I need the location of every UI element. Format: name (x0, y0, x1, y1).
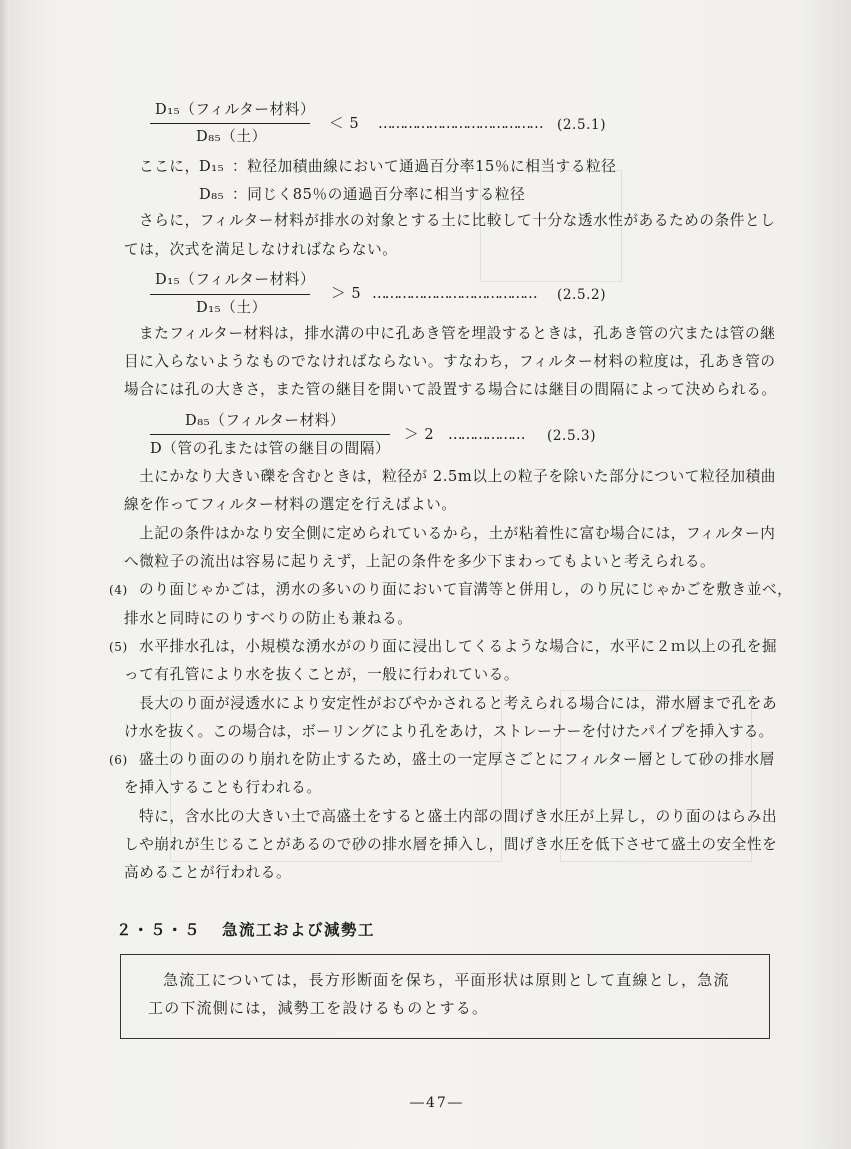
formula1-number: (2.5.1) (557, 117, 607, 133)
paragraph-line: を挿入することも行われる。 (124, 779, 322, 796)
paragraph-line: しや崩れが生じることがあるので砂の排水層を挿入し，間げき水圧を低下させて盛土の安全性を (124, 836, 778, 853)
box-line: 工の下流側には，減勢工を設けるものとする。 (148, 999, 489, 1017)
formula1-denominator: D₈₅（土） (196, 128, 267, 145)
requirement-box (120, 954, 770, 1039)
page-number: ―47― (410, 1095, 464, 1111)
paragraph-line: 高めることが行われる。 (124, 864, 292, 881)
section-number: ２・５・５ (116, 921, 202, 939)
formula3-relation: ＞ 2 (404, 426, 435, 443)
paragraph-line: ては，次式を満足しなければならない。 (124, 241, 398, 258)
definition-d85-symbol: D₈₅ (199, 186, 225, 203)
formula2-dots: ………………………………… (372, 285, 536, 302)
paragraph-line: 線を作ってフィルター材料の選定を行えばよい。 (124, 496, 457, 513)
formula2-relation: ＞ 5 (331, 285, 362, 302)
paragraph-line: 特に，含水比の大きい土で高盛土をすると盛土内部の間げき水圧が上昇し，のり面のはらみ出 (139, 808, 778, 825)
paragraph-line: のり面じゃかごは，湧水の多いのり面において盲溝等と併用し，のり尻にじゃかごを敷き並べ， (139, 581, 793, 598)
item-5-marker: (5) (109, 640, 128, 654)
formula1-numerator: D₁₅（フィルター材料） (155, 101, 316, 118)
paragraph-line: 上記の条件はかなり安全側に定められているから，土が粘着性に富む場合には，フィルター内 (139, 525, 776, 542)
paragraph-line: 場合には孔の大きさ，また管の継目を開いて設置する場合には継目の間隔によって決められる。 (124, 381, 777, 398)
paragraph-line: 土にかなり大きい礫を含むときは，粒径が 2.5m以上の粒子を除いた部分について粒径加積曲 (139, 468, 776, 485)
formula2-denominator: D₁₅（土） (196, 299, 267, 316)
item-6-marker: (6) (109, 753, 128, 767)
definitions-lead: ここに， (139, 158, 200, 175)
formula1-relation: ＜ 5 (329, 115, 360, 132)
definition-d85-text: ：同じく85％の通過百分率に相当する粒径 (232, 186, 526, 203)
definition-d15-symbol: D₁₅ (199, 158, 225, 175)
formula2-number: (2.5.2) (557, 287, 607, 303)
paragraph-line: って有孔管により水を抜くことが，一般に行われている。 (124, 666, 520, 683)
formula3-fraction-bar (150, 434, 390, 435)
paragraph-line: 長大のり面が浸透水により安定性がおびやかされると考えられる場合には，滞水層まで孔をあ (139, 695, 778, 712)
formula2-numerator: D₁₅（フィルター材料） (155, 271, 316, 288)
page-spine-shadow (0, 0, 10, 1149)
paragraph-line: け水を抜く。この場合は，ボーリングにより孔をあけ，ストレーナーを付けたパイプを挿入する。 (124, 723, 774, 740)
paragraph-line: 目に入らないようなものでなければならない。すなわち，フィルター材料の粒度は，孔あき管の (124, 353, 776, 370)
section-title: 急流工および減勢工 (222, 921, 376, 939)
formula1-dots: ………………………………… (378, 115, 542, 132)
formula2-fraction-bar (150, 294, 310, 295)
formula3-dots: ……………… (448, 426, 524, 443)
formula1-fraction-bar (150, 123, 310, 124)
paragraph-line: さらに，フィルター材料が排水の対象とする土に比較して十分な透水性があるための条件とし (139, 212, 776, 229)
definition-d15-text: ：粒径加積曲線において通過百分率15％に相当する粒径 (232, 158, 617, 175)
paragraph-line: へ微粒子の流出は容易に起りえず，上記の条件を多少下まわってもよいと考えられる。 (124, 553, 716, 570)
formula3-number: (2.5.3) (547, 428, 597, 444)
box-line: 急流工については，長方形断面を保ち，平面形状は原則として直線とし，急流 (163, 971, 730, 989)
paragraph-line: 盛土のり面ののり崩れを防止するため，盛土の一定厚さごとにフィルター層として砂の排水層 (139, 751, 775, 768)
paragraph-line: 排水と同時にのりすべりの防止も兼ねる。 (124, 610, 413, 627)
formula3-numerator: D₈₅（フィルター材料） (185, 412, 346, 429)
paragraph-line: またフィルター材料は，排水溝の中に孔あき管を埋設するときは，孔あき管の穴または管の継 (139, 325, 776, 342)
paragraph-line: 水平排水孔は，小規模な湧水がのり面に浸出してくるような場合に，水平に２ｍ以上の孔を掘 (139, 638, 778, 655)
formula3-denominator: D（管の孔または管の継目の間隔） (150, 440, 391, 457)
item-4-marker: (4) (109, 583, 128, 597)
